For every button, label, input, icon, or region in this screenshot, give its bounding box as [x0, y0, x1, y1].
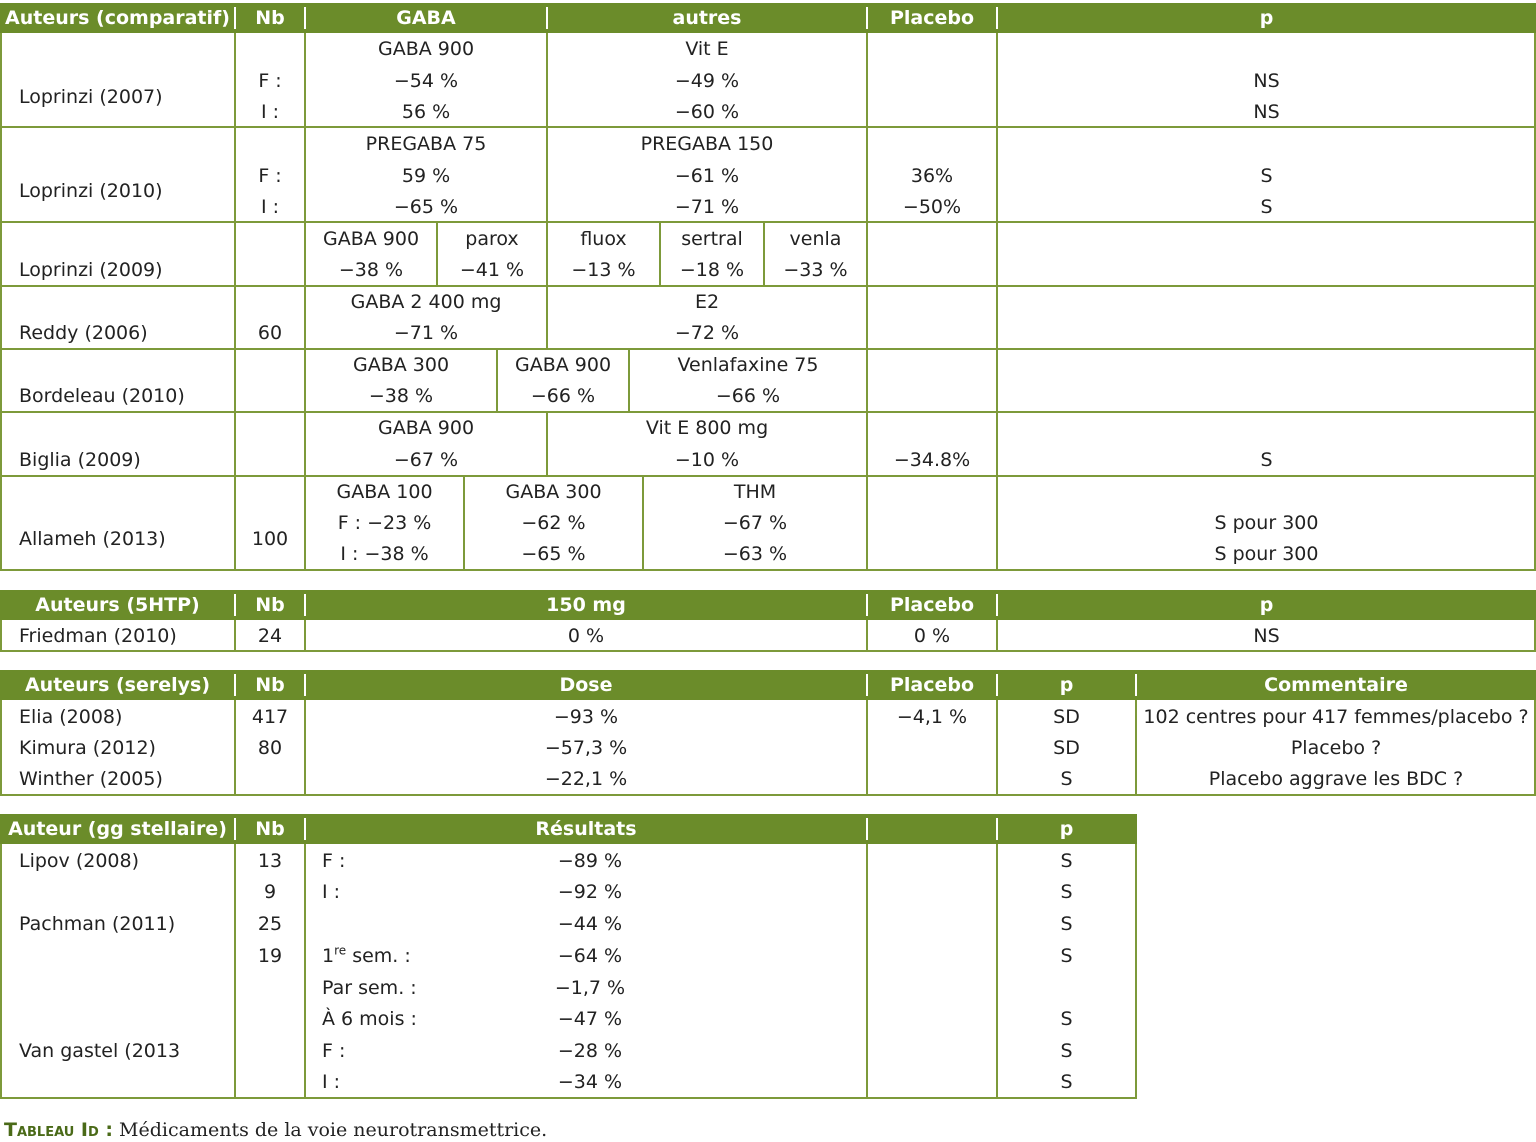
row-author: Loprinzi (2009)	[19, 259, 163, 281]
header-authors: Auteurs (comparatif)	[5, 7, 230, 29]
row-author: Bordeleau (2010)	[19, 385, 185, 407]
row-author: Reddy (2006)	[19, 322, 148, 344]
header-placebo: Placebo	[889, 7, 975, 29]
header-gaba: GABA	[396, 7, 456, 29]
header-autres: autres	[672, 7, 742, 29]
caption-label: Tableau Id :	[4, 1119, 113, 1141]
header-p: p	[1259, 7, 1274, 29]
row-author: Loprinzi (2007)	[19, 86, 163, 108]
caption-text: Médicaments de la voie neurotransmettrice.	[113, 1119, 548, 1141]
row-author: Elia (2008)	[19, 706, 123, 728]
row-author: Pachman (2011)	[19, 913, 176, 935]
table-caption	[4, 1118, 547, 1142]
row-author: Kimura (2012)	[19, 737, 156, 759]
row-author: Winther (2005)	[19, 768, 163, 790]
row-author: Lipov (2008)	[19, 850, 140, 872]
row-author: Loprinzi (2010)	[19, 180, 163, 202]
row-author: Allameh (2013)	[19, 528, 166, 550]
header-nb: Nb	[255, 7, 285, 29]
row-author: Van gastel (2013	[19, 1040, 181, 1062]
row-author: Biglia (2009)	[19, 449, 141, 471]
row-author: Friedman (2010)	[19, 625, 177, 647]
